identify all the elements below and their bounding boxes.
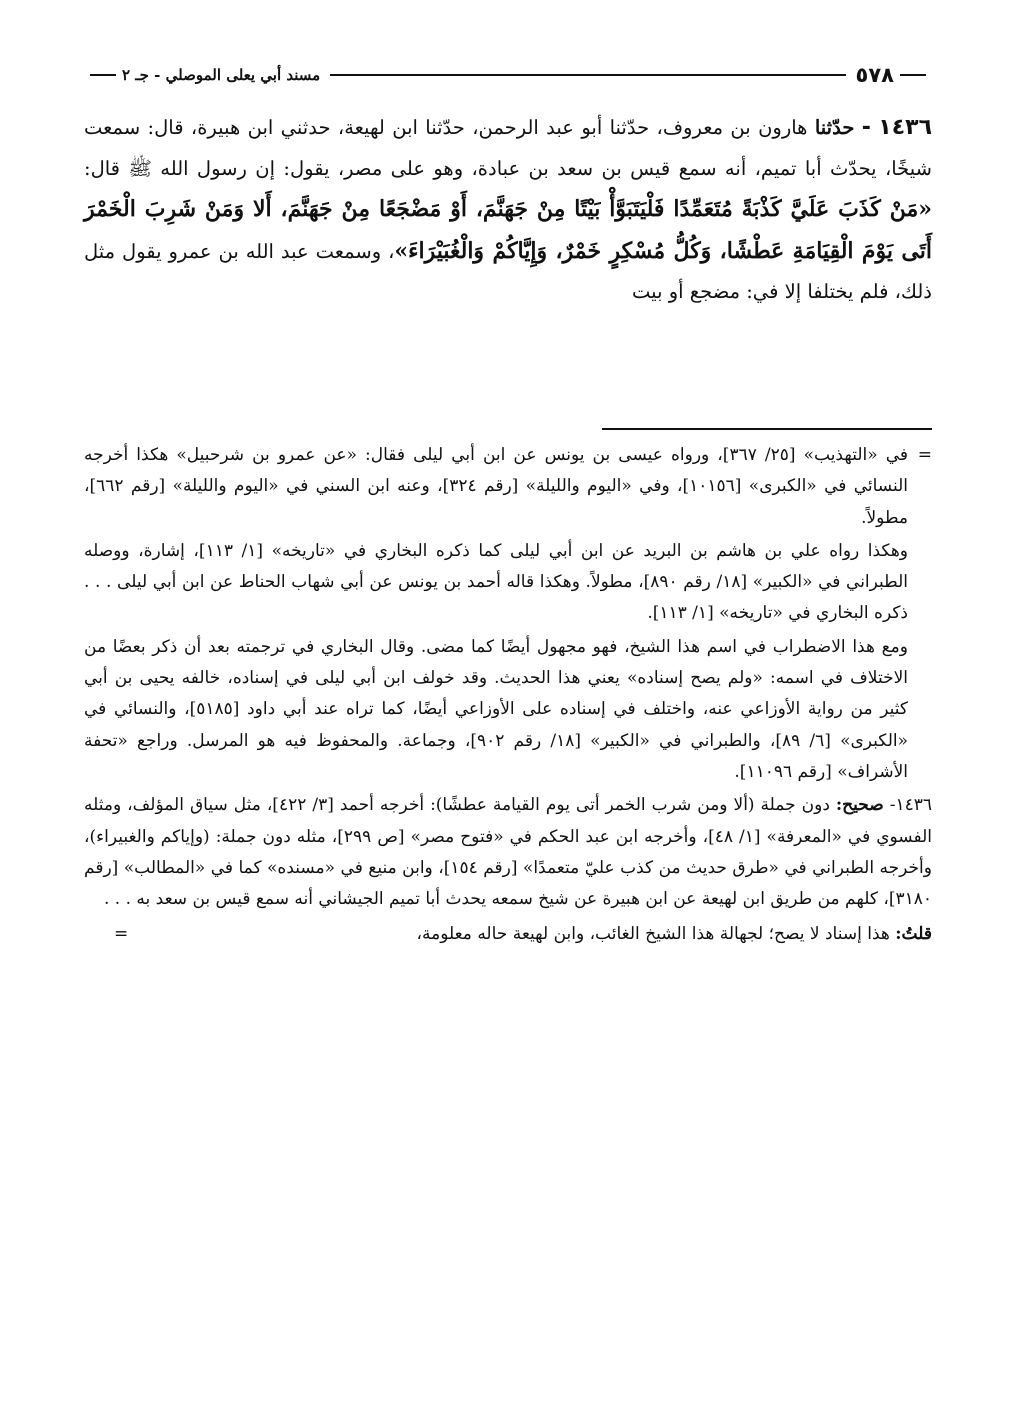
footnote-paragraph-4: [84, 790, 932, 915]
grading-label: صحيح:: [835, 795, 884, 816]
footnote-hadith-number: ١٤٣٦-: [889, 795, 932, 816]
running-title: مسند أبي يعلى الموصلي - جـ ٢: [122, 66, 321, 84]
main-hadith-text: [84, 108, 932, 313]
continues-marker: =: [114, 924, 129, 945]
header-dash-end: [90, 74, 116, 76]
hadith-number: ١٤٣٦: [878, 115, 932, 140]
hadith-dash: -: [861, 115, 871, 140]
footnote-paragraph-2: [84, 536, 932, 630]
header-dash: [900, 74, 926, 76]
footnote-separator: [602, 428, 932, 430]
hadith-closing-text: ، وسمعت عبد الله بن عمرو يقول مثل ذلك، فلم يختلفا إلا في: مضجع أو بيت: [84, 239, 932, 303]
page-number: ٥٧٨: [855, 63, 894, 87]
haddathana-word: حدّثنا: [814, 116, 855, 139]
hadith-paragraph: [84, 108, 932, 313]
footnote-text-1: في «التهذيب» [٢٥/ ٣٦٧]، ورواه عيسى بن يونس عن ابن أبي ليلى فقال: «عن عمرو بن شرحبيل» هكذا أخرجه النسائي في «الكبرى» [١٠١٥٦]، وفي «اليوم والليلة» [رقم ٣٢٤]، وعنه ابن السني في «اليوم والليلة» [رقم ٦٦٢]، مطولاً.: [84, 445, 909, 528]
continuation-marker: =: [917, 445, 932, 465]
footnote-text-4: دون جملة (ألا ومن شرب الخمر أتى يوم القيامة عطشًا): أخرجه أحمد [٣/ ٤٢٢]، مثل سياق المؤلف، ومثله الفسوي في «المعرفة» [١/ ٤٨]، وأخرجه ابن عبد الحكم في «فتوح مصر» [ص ٢٩٩]، مثله دون جملة: (وإياكم والغبيراء)، وأخرجه الطبراني في «طرق حديث من كذب عليّ متعمدًا» [رقم ١٥٤]، وابن منيع في «مسنده» كما في «المطالب» [رقم ٣١٨٠]، كلهم من طريق ابن لهيعة عن ابن هبيرة عن شيخ سمعه يحدث أبا تميم الجيشاني أنه سمع قيس بن سعد به . . .: [84, 795, 932, 910]
footnote-text-3: ومع هذا الاضطراب في اسم هذا الشيخ، فهو مجهول أيضًا كما مضى. وقال البخاري في ترجمته بعد أن ذكر بعضًا من الاختلاف في اسمه: «ولم يصح إسناده» يعني هذا الحديث. وقد خولف ابن أبي ليلى في إسناده، خالفه يحيى بن أبي كثير من رواية الأوزاعي عنه، واختلف في إسناده على الأوزاعي أيضًا، كما تراه عند أبي داود [٥١٨٥]، والنسائي في «الكبرى» [٦/ ٨٩]، والطبراني في «الكبير» [١٨/ رقم ٩٠٢]، وجماعة. والمحفوظ فيه هو المرسل. وراجع «تحفة الأشراف» [رقم ١١٠٩٦].: [84, 636, 909, 782]
footnote-paragraph-3: [84, 632, 932, 788]
page-header: [84, 58, 932, 92]
header-rule: [330, 74, 845, 76]
isnad-text: هارون بن معروف، حدّثنا أبو عبد الرحمن، حدّثنا ابن لهيعة، حدثني ابن هبيرة، قال: سمعت شيخًا، يحدّث أبا تميم، أنه سمع قيس بن سعد بن عبادة، وهو على مصر، يقول: إن رسول الله ﷺ قال:: [84, 116, 932, 180]
qultu-label: قلتُ:: [895, 924, 932, 945]
footnote-text-5: هذا إسناد لا يصح؛ لجهالة هذا الشيخ الغائب، وابن لهيعة حاله معلومة،: [416, 924, 890, 945]
footnote-paragraph-5: [84, 919, 932, 950]
hadith-matn: «مَنْ كَذَبَ عَلَيَّ كَذْبَةً مُتَعَمِّدًا فَلْيَتَبَوَّأْ بَيْتًا مِنْ جَهَنَّمَ، أَوْ مَضْجَعًا مِنْ جَهَنَّمَ، أَلا وَمَنْ شَرِبَ الْخَمْرَ أَتَى يَوْمَ الْقِيَامَةِ عَطْشًا، وَكُلُّ مُسْكِرٍ خَمْرٌ، وَإِيَّاكُمْ وَالْغُبَيْرَاءَ»: [84, 196, 932, 264]
footnote-paragraph-1: [84, 440, 932, 534]
footnotes: [84, 440, 932, 953]
footnote-text-2: وهكذا رواه علي بن هاشم بن البريد عن ابن أبي ليلى كما ذكره البخاري في «تاريخه» [١/ ١١٣]، إشارة، ووصله الطبراني في «الكبير» [١٨/ رقم ٨٩٠]، مطولاً. وهكذا قاله أحمد بن يونس عن أبي شهاب الحناط عن ابن أبي ليلى . . . ذكره البخاري في «تاريخه» [١/ ١١٣].: [84, 540, 909, 624]
